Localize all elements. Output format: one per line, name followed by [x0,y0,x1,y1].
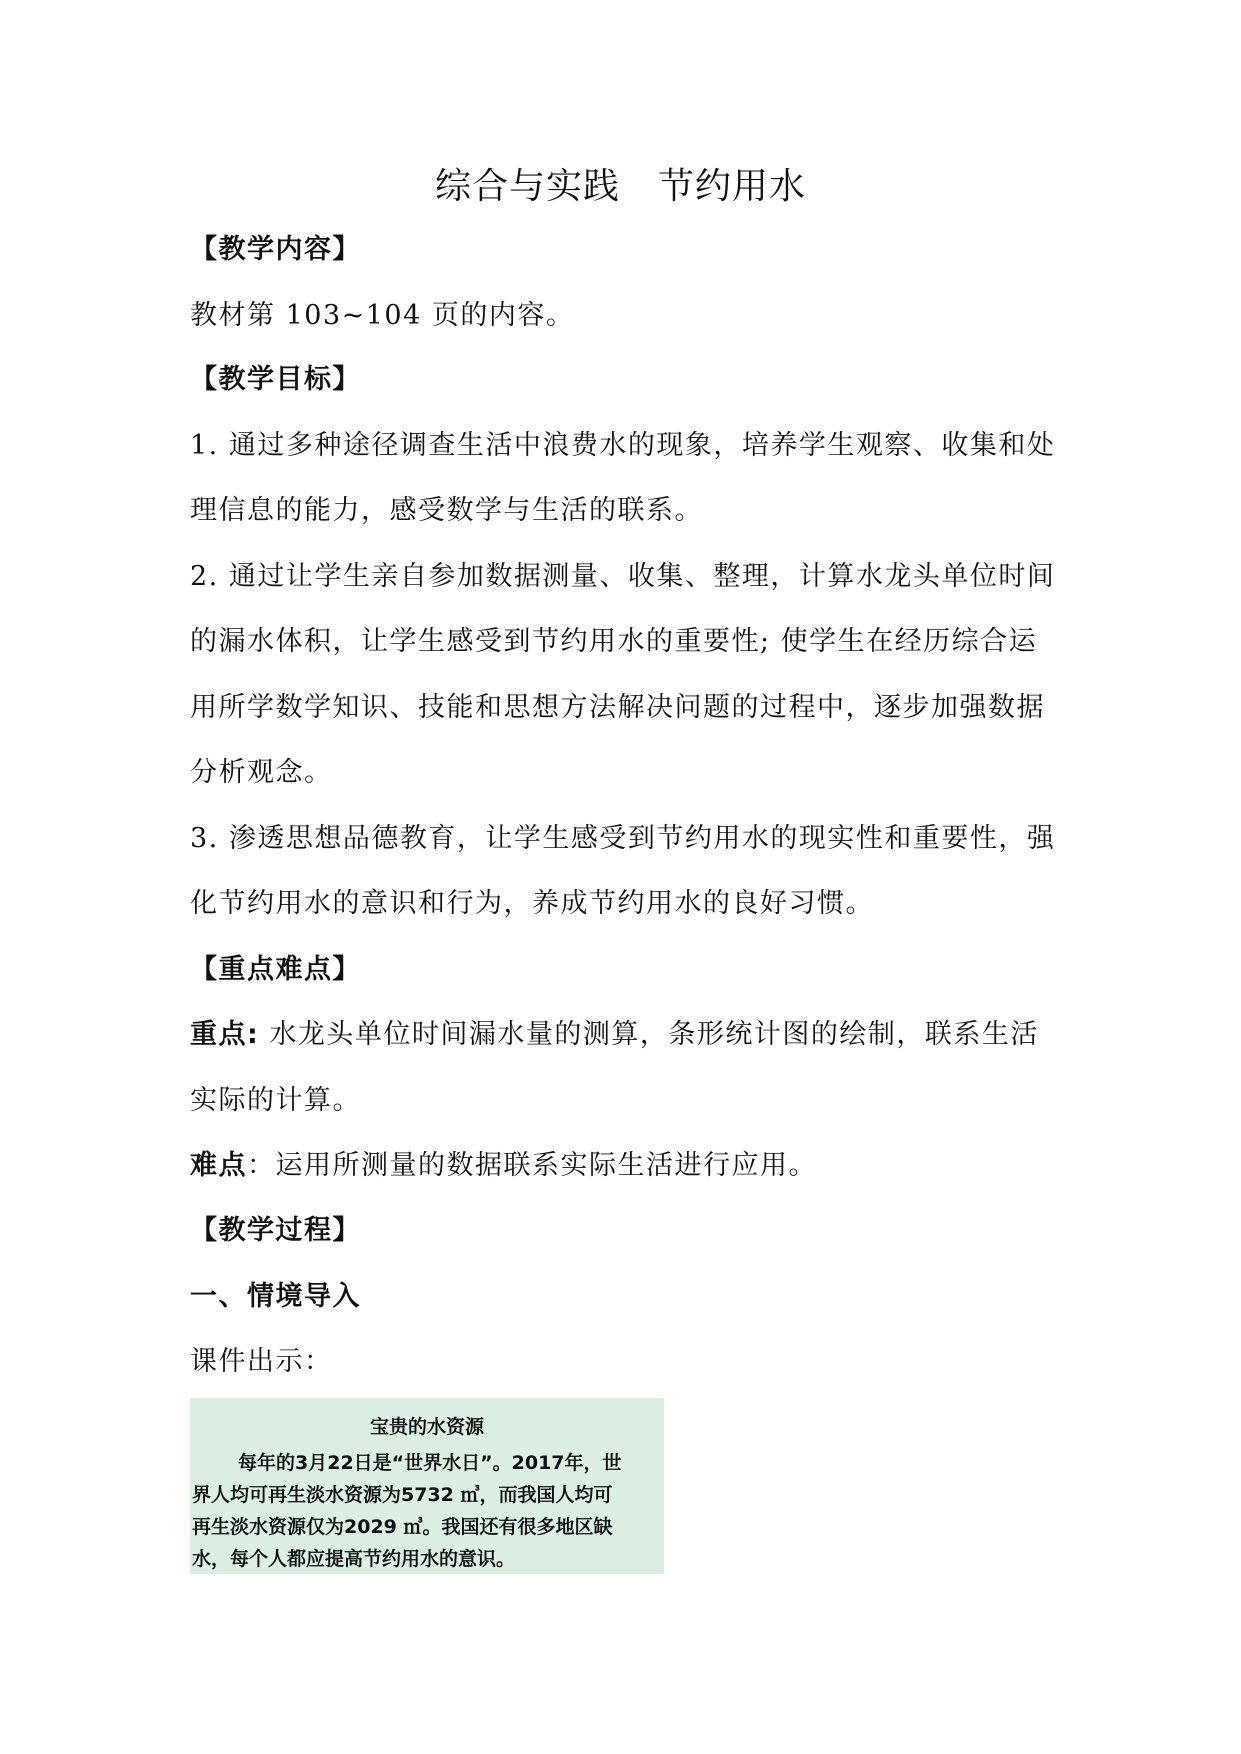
courseware-label: 课件出示： [190,1346,333,1377]
courseware-box-line-2: 界人均可再生淡水资源为5732 ㎥，而我国人均可 [192,1484,613,1506]
content-text: 教材第 103~104 页的内容。 [190,300,575,331]
courseware-box-line-4: 水，每个人都应提高节约用水的意识。 [192,1548,516,1570]
goal-2-line-2: 的漏水体积，让学生感受到节约用水的重要性; 使学生在经历综合运 [190,626,1038,657]
goal-3-line-1: 3. 渗透思想品德教育，让学生感受到节约用水的现实性和重要性，强 [190,823,1056,854]
section-1-heading: 一、情境导入 [190,1281,361,1312]
content-heading: 【教学内容】 [190,234,361,265]
title-part2: 节约用水 [658,166,807,207]
process-heading: 【教学过程】 [190,1215,361,1246]
key-point-text: 水龙头单位时间漏水量的测算，条形统计图的绘制，联系生活 [259,1019,1039,1050]
key-heading: 【重点难点】 [190,954,361,985]
goal-2-line-3: 用所学数学知识、技能和思想方法解决问题的过程中，逐步加强数据 [190,692,1045,723]
difficulty-text: ：运用所测量的数据联系实际生活进行应用。 [247,1150,817,1181]
difficulty-label: 难点 [190,1150,247,1181]
key-point-label: 重点: [190,1019,260,1050]
title-part1: 综合与实践 [434,166,620,207]
courseware-box [190,1398,664,1574]
goal-1-line-1: 1. 通过多种途径调查生活中浪费水的现象，培养学生观察、收集和处 [190,430,1056,461]
courseware-box-title: 宝贵的水资源 [369,1416,484,1438]
courseware-box-line-1: 每年的3月22日是“世界水日”。2017年，世 [238,1452,622,1474]
key-point-line-1 [190,1017,1060,1053]
goal-2-line-1: 2. 通过让学生亲自参加数据测量、收集、整理，计算水龙头单位时间 [190,561,1056,592]
goals-heading: 【教学目标】 [190,364,361,395]
goal-3-line-2: 化节约用水的意识和行为，养成节约用水的良好习惯。 [190,888,874,919]
page-title [0,158,1241,209]
goal-2-line-4: 分析观念。 [190,757,333,788]
difficulty-line [190,1148,1060,1184]
courseware-box-line-3: 再生淡水资源仅为2029 ㎥。我国还有很多地区缺 [192,1516,613,1538]
goal-1-line-2: 理信息的能力，感受数学与生活的联系。 [190,495,703,526]
key-point-line-2: 实际的计算。 [190,1085,361,1116]
